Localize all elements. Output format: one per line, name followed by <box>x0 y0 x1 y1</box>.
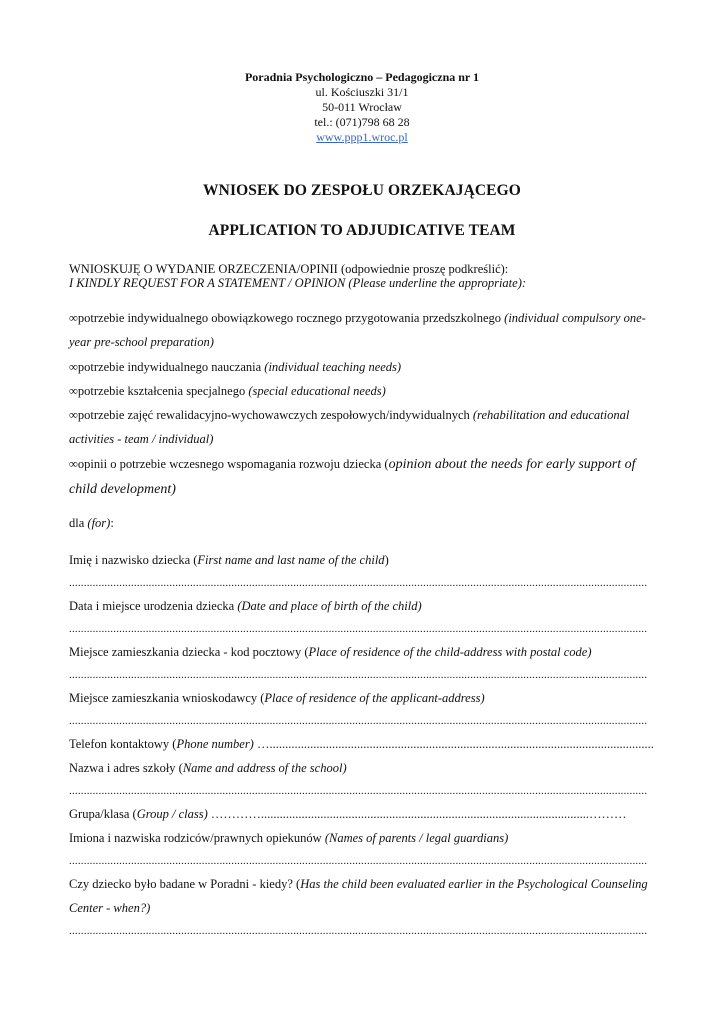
label-en: Has the child been evaluated earlier in the Psychological Counseling Center - when?) <box>69 877 648 915</box>
parents-label <box>69 826 659 850</box>
label-en: Name and address of the school) <box>182 761 347 775</box>
group-field[interactable] <box>69 802 659 826</box>
option-label-en: (individual teaching needs) <box>264 359 402 374</box>
label-en: (Date and place of birth of the child) <box>237 599 422 613</box>
institution-street: ul. Kościuszki 31/1 <box>315 85 409 99</box>
label-pl: Czy dziecko było badane w Poradni - kiedy? ( <box>69 877 301 891</box>
institution-phone: tel.: (071)798 68 28 <box>314 115 410 129</box>
label-pl: Imię i nazwisko dziecka ( <box>69 553 198 567</box>
label-pl: Telefon kontaktowy ( <box>69 737 177 751</box>
label-pl: Nazwa i adres szkoły ( <box>69 761 183 775</box>
option-label-pl: ∞opinii o potrzebie wczesnego wspomagania rozwoju dziecka ( <box>69 456 389 471</box>
option-label-pl: ∞potrzebie indywidualnego nauczania <box>69 359 265 374</box>
phone-dots: …........................................................................................................................... <box>253 737 654 751</box>
label-pl: Grupa/klasa ( <box>69 807 137 821</box>
request-statement <box>69 262 669 290</box>
label-pl: Data i miejsce urodzenia dziecka <box>69 599 238 613</box>
institution-city: 50-011 Wrocław <box>322 100 402 114</box>
option-individual-teaching[interactable] <box>69 355 659 379</box>
option-early-support[interactable] <box>69 452 659 503</box>
school-field[interactable]: .................................................................................................................................................................................................... <box>69 786 648 796</box>
child-residence-field[interactable]: .................................................................................................................................................................................................... <box>69 670 648 680</box>
website-link[interactable]: www.ppp1.wroc.pl <box>316 130 408 144</box>
label-en: (Names of parents / legal guardians) <box>324 831 509 845</box>
option-label-en: (special educational needs) <box>248 383 386 398</box>
for-label-pl: dla <box>69 516 88 530</box>
child-residence-label <box>69 640 659 664</box>
school-label <box>69 756 659 780</box>
label-close: ) <box>384 553 389 567</box>
birth-field[interactable]: .................................................................................................................................................................................................... <box>69 624 648 634</box>
option-special-education[interactable] <box>69 379 659 403</box>
institution-header <box>0 70 724 145</box>
option-label-en: (rehabilitation and educational activities - team / individual) <box>69 408 630 447</box>
options-list <box>69 306 659 502</box>
request-english: I KINDLY REQUEST FOR A STATEMENT / OPINION (Please underline the appropriate): <box>69 276 527 290</box>
label-en: First name and last name of the child <box>197 553 385 567</box>
birth-label <box>69 594 659 618</box>
label-en: Place of residence of the child-address with postal code) <box>308 645 592 659</box>
label-en: Phone number) <box>176 737 254 751</box>
option-rehabilitation[interactable] <box>69 403 659 452</box>
for-label <box>69 516 114 531</box>
request-polish: WNIOSKUJĘ O WYDANIE ORZECZENIA/OPINII (odpowiednie proszę podkreślić): <box>69 262 509 276</box>
option-label-pl: ∞potrzebie indywidualnego obowiązkowego rocznego przygotowania przedszkolnego <box>69 311 505 325</box>
group-dots: ………….........................................................................................................……… <box>207 807 627 821</box>
parents-field[interactable]: .................................................................................................................................................................................................... <box>69 856 648 866</box>
evaluated-field[interactable]: .................................................................................................................................................................................................... <box>69 926 648 936</box>
applicant-residence-label <box>69 686 659 710</box>
for-label-colon: : <box>110 516 114 530</box>
child-name-label <box>69 548 659 572</box>
title-english: APPLICATION TO ADJUDICATIVE TEAM <box>208 222 516 239</box>
label-pl: Miejsce zamieszkania wnioskodawcy ( <box>69 691 265 705</box>
evaluated-label <box>69 872 659 920</box>
option-preschool[interactable] <box>69 306 659 355</box>
label-pl: Miejsce zamieszkania dziecka - kod pocztowy ( <box>69 645 309 659</box>
option-label-pl: ∞potrzebie kształcenia specjalnego <box>69 383 249 398</box>
option-label-en: opinion about the needs for early support of child development) <box>69 456 636 498</box>
label-en: Group / class) <box>136 807 208 821</box>
for-label-en: (for) <box>87 516 111 530</box>
label-pl: Imiona i nazwiska rodziców/prawnych opiekunów <box>69 831 325 845</box>
phone-field[interactable] <box>69 732 659 756</box>
applicant-residence-field[interactable]: .................................................................................................................................................................................................... <box>69 716 648 726</box>
child-name-field[interactable]: .................................................................................................................................................................................................... <box>69 578 648 588</box>
option-label-pl: ∞potrzebie zajęć rewalidacyjno-wychowawczych zespołowych/indywidualnych <box>69 408 473 423</box>
label-en: Place of residence of the applicant-address) <box>264 691 485 705</box>
option-label-en: (individual compulsory one-year pre-school preparation) <box>69 311 646 350</box>
institution-name: Poradnia Psychologiczno – Pedagogiczna nr 1 <box>244 70 480 84</box>
title-polish: WNIOSEK DO ZESPOŁU ORZEKAJĄCEGO <box>203 182 521 199</box>
